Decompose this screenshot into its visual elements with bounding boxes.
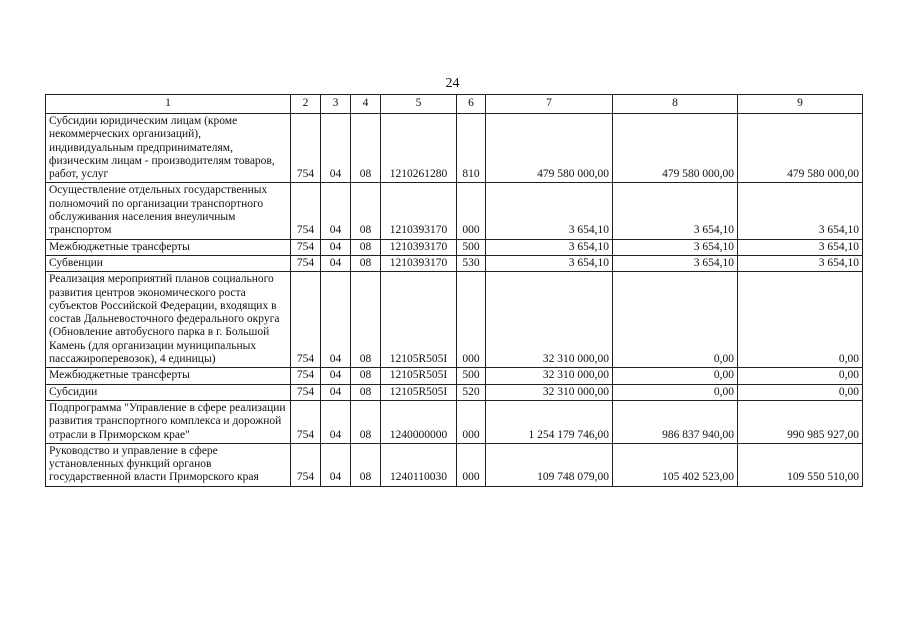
amount-cell: 990 985 927,00 [738,400,863,443]
amount-cell: 3 654,10 [738,183,863,239]
code-cell: 1210261280 [381,114,457,183]
code-cell: 1240000000 [381,400,457,443]
column-header: 3 [321,95,351,114]
amount-cell: 3 654,10 [613,255,738,271]
amount-cell: 109 748 079,00 [486,443,613,486]
amount-cell: 986 837 940,00 [613,400,738,443]
table-row [46,183,863,239]
amount-cell: 0,00 [613,368,738,384]
amount-cell: 32 310 000,00 [486,272,613,368]
code-cell: 08 [351,400,381,443]
table-row [46,384,863,400]
amount-cell: 1 254 179 746,00 [486,400,613,443]
code-cell: 12105R505I [381,368,457,384]
column-header: 5 [381,95,457,114]
code-cell: 000 [457,272,486,368]
code-cell: 754 [291,400,321,443]
amount-cell: 3 654,10 [486,255,613,271]
code-cell: 08 [351,384,381,400]
row-name: Межбюджетные трансферты [46,368,291,384]
column-header: 8 [613,95,738,114]
table-row [46,114,863,183]
amount-cell: 105 402 523,00 [613,443,738,486]
table-row [46,368,863,384]
amount-cell: 3 654,10 [738,255,863,271]
code-cell: 04 [321,368,351,384]
code-cell: 754 [291,384,321,400]
amount-cell: 3 654,10 [613,183,738,239]
code-cell: 08 [351,183,381,239]
amount-cell: 0,00 [738,368,863,384]
code-cell: 04 [321,183,351,239]
column-header: 2 [291,95,321,114]
column-header: 6 [457,95,486,114]
header-row [46,95,863,114]
code-cell: 500 [457,368,486,384]
amount-cell: 0,00 [613,384,738,400]
code-cell: 754 [291,239,321,255]
amount-cell: 0,00 [738,272,863,368]
code-cell: 754 [291,255,321,271]
code-cell: 754 [291,368,321,384]
code-cell: 754 [291,183,321,239]
table-row [46,255,863,271]
column-header: 1 [46,95,291,114]
amount-cell: 3 654,10 [486,239,613,255]
amount-cell: 3 654,10 [613,239,738,255]
code-cell: 04 [321,239,351,255]
table-row [46,272,863,368]
code-cell: 1210393170 [381,239,457,255]
code-cell: 04 [321,384,351,400]
code-cell: 08 [351,272,381,368]
code-cell: 530 [457,255,486,271]
row-name: Руководство и управление в сфере установленных функций органов государственной власти Приморского края [46,443,291,486]
code-cell: 000 [457,183,486,239]
code-cell: 08 [351,114,381,183]
code-cell: 000 [457,443,486,486]
row-name: Подпрограмма "Управление в сфере реализации развития транспортного комплекса и дорожной отрасли в Приморском крае" [46,400,291,443]
code-cell: 810 [457,114,486,183]
row-name: Субвенции [46,255,291,271]
amount-cell: 109 550 510,00 [738,443,863,486]
code-cell: 754 [291,114,321,183]
table-row [46,239,863,255]
column-header: 9 [738,95,863,114]
code-cell: 08 [351,443,381,486]
code-cell: 520 [457,384,486,400]
column-header: 7 [486,95,613,114]
amount-cell: 32 310 000,00 [486,368,613,384]
budget-table [45,94,863,487]
row-name: Реализация мероприятий планов социального развития центров экономического роста субъектов Российской Федерации, входящих в состав Дальневосточного федерального округа (Обновление автобусного парка в г. Большой Камень (для организации муниципальных пассажироперевозок), 4 единицы) [46,272,291,368]
amount-cell: 0,00 [613,272,738,368]
amount-cell: 0,00 [738,384,863,400]
code-cell: 04 [321,272,351,368]
code-cell: 000 [457,400,486,443]
code-cell: 12105R505I [381,384,457,400]
amount-cell: 479 580 000,00 [613,114,738,183]
code-cell: 04 [321,400,351,443]
amount-cell: 3 654,10 [486,183,613,239]
code-cell: 04 [321,255,351,271]
column-header: 4 [351,95,381,114]
code-cell: 08 [351,239,381,255]
code-cell: 04 [321,443,351,486]
page-number: 24 [445,76,460,91]
row-name: Субсидии [46,384,291,400]
table-row [46,443,863,486]
code-cell: 754 [291,272,321,368]
code-cell: 08 [351,255,381,271]
code-cell: 08 [351,368,381,384]
row-name: Субсидии юридическим лицам (кроме некоммерческих организаций), индивидуальным предпринимателям, физическим лицам - производителям товаров, работ, услуг [46,114,291,183]
code-cell: 12105R505I [381,272,457,368]
code-cell: 500 [457,239,486,255]
table-row [46,400,863,443]
code-cell: 1240110030 [381,443,457,486]
code-cell: 754 [291,443,321,486]
row-name: Осуществление отдельных государственных полномочий по организации транспортного обслуживания населения внеуличным транспортом [46,183,291,239]
code-cell: 1210393170 [381,255,457,271]
amount-cell: 479 580 000,00 [738,114,863,183]
amount-cell: 32 310 000,00 [486,384,613,400]
code-cell: 04 [321,114,351,183]
amount-cell: 479 580 000,00 [486,114,613,183]
row-name: Межбюджетные трансферты [46,239,291,255]
amount-cell: 3 654,10 [738,239,863,255]
code-cell: 1210393170 [381,183,457,239]
